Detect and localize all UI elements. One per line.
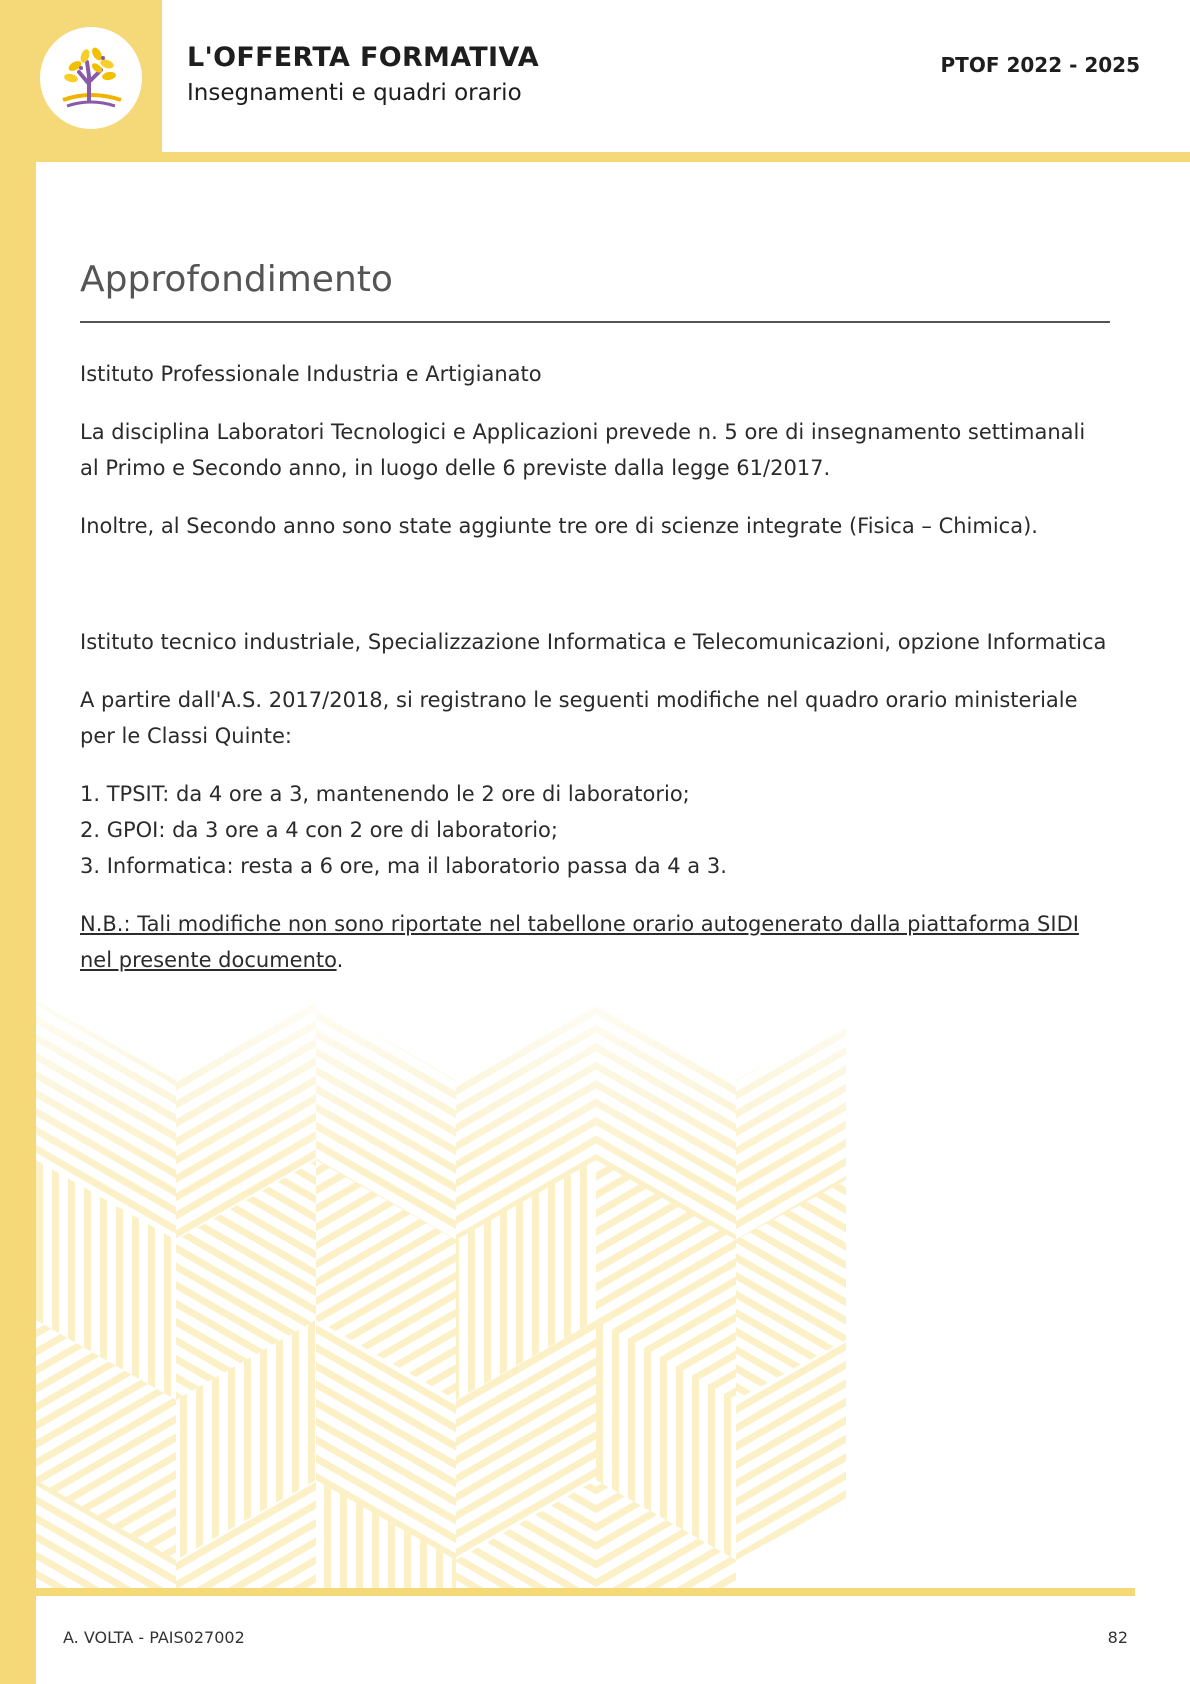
section-title: Approfondimento [80,259,393,300]
left-accent-bar [0,0,36,1684]
title-divider [80,321,1110,323]
page-number: 82 [1107,1628,1128,1647]
list-item: 1. TPSIT: da 4 ore a 3, mantenendo le 2 ore di laboratorio; [80,782,690,806]
list-item: 2. GPOI: da 3 ore a 4 con 2 ore di laboratorio; [80,818,558,842]
main-content [80,255,1110,978]
paragraph-1: Istituto Professionale Industria e Artigianato [80,362,542,386]
paragraph-2: La disciplina Laboratori Tecnologici e Applicazioni prevede n. 5 ore di insegnamento settimanali al Primo e Secondo anno, in luogo delle 6 previste dalla legge 61/2017. [80,420,1086,480]
header-title: L'OFFERTA FORMATIVA [187,42,539,73]
header-subtitle: Insegnamenti e quadri orario [187,80,522,106]
school-logo [40,27,142,129]
note-end: . [336,948,344,972]
document-code: PTOF 2022 - 2025 [940,53,1140,77]
background-hexagon-pattern [36,960,846,1590]
note-paragraph [80,906,1110,978]
changes-list [80,776,1110,884]
paragraph-5: A partire dall'A.S. 2017/2018, si registrano le seguenti modifiche nel quadro orario ministeriale per le Classi Quinte: [80,688,1078,748]
footer-rule [36,1588,1135,1596]
note-underlined-text: N.B.: Tali modifiche non sono riportate nel tabellone orario autogenerato dalla piattaforma SIDI nel presente documento [80,912,1079,972]
header-rule [36,152,1190,162]
paragraph-4: Istituto tecnico industriale, Specializzazione Informatica e Telecomunicazioni, opzione Informatica [80,630,1107,654]
paragraph-3: Inoltre, al Secondo anno sono state aggiunte tre ore di scienze integrate (Fisica – Chimica). [80,514,1038,538]
tree-logo-icon [51,38,131,118]
footer-school: A. VOLTA - PAIS027002 [63,1628,245,1647]
list-item: 3. Informatica: resta a 6 ore, ma il laboratorio passa da 4 a 3. [80,854,727,878]
